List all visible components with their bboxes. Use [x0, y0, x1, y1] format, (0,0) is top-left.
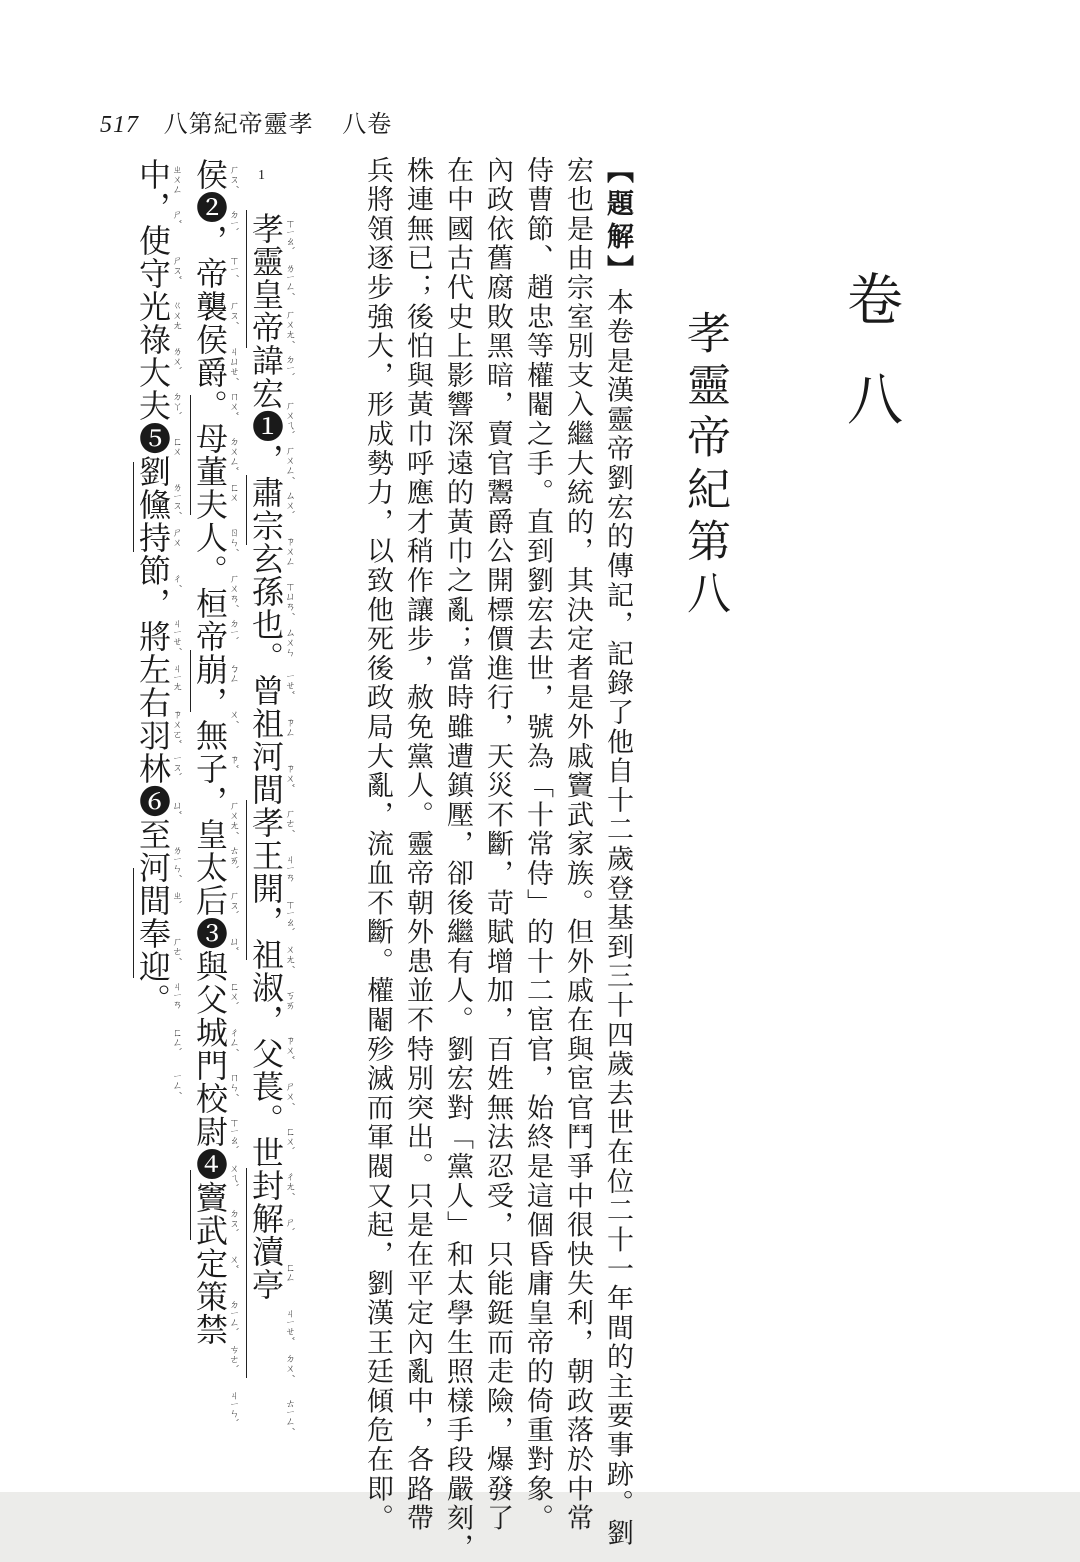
phonetic-annotation: ㄩˇ [170, 799, 181, 815]
phonetic-annotation: ㄉㄧˋ [227, 618, 238, 641]
phonetic-annotation: ㄏㄨㄤˊ [283, 308, 294, 344]
phonetic-annotation: ㄧㄝˇ [283, 672, 294, 695]
phonetic-annotation: ㄕㄡˇ [170, 254, 181, 280]
phonetic-annotation: ㄇㄣˊ [227, 1072, 238, 1097]
phonetic-annotation: ㄒㄧㄠˋ [227, 1117, 238, 1151]
phonetic-annotation: ㄈㄥˋ [170, 1026, 181, 1052]
phonetic-annotation: ㄎㄞ [283, 989, 294, 1010]
phonetic-annotation: ㄐㄧㄢ [170, 981, 181, 1010]
phonetic-annotation: ㄘㄜˋ [227, 1344, 238, 1370]
volume-title: 卷八 [838, 270, 903, 470]
phonetic-annotation: ㄕㄨˊ [283, 1080, 294, 1106]
phonetic-annotation: ㄏㄨㄥˊ [283, 445, 294, 480]
phonetic-annotation: ㄏㄨㄤˊ [227, 799, 238, 835]
phonetic-annotation: ㄉㄧㄥˋ [227, 1299, 238, 1332]
intro-line-5: 在中國古代史上影響深遠的黃巾之亂；當時雖遭鎮壓，卻後繼有人。劉宏對「黨人」和太學生照樣手段嚴刻， [442, 156, 473, 1562]
phonetic-annotation: ㄙㄨㄣ [283, 626, 294, 657]
phonetic-annotation: ㄨㄤˊ [283, 944, 294, 970]
phonetic-annotation: ㄒㄧㄠˋ [283, 899, 294, 932]
phonetic-annotation: ㄔˊ [170, 572, 181, 588]
intro-line-2: 宏也是由宗室別支入繼大統的，其決定者是外戚竇武家族。但外戚在與宦官鬥爭中很快失利，朝政落於中常 [562, 156, 593, 1534]
phonetic-annotation: ㄉㄧˋ [227, 209, 238, 233]
phonetic-annotation: ㄒㄧˊ [227, 254, 238, 278]
phonetic-annotation: ㄔㄤˊ [283, 1171, 294, 1197]
phonetic-annotation: ㄏㄡˊ [227, 164, 238, 189]
phonetic-annotation: ㄧㄥˊ [170, 1072, 181, 1095]
phonetic-annotation: ㄌㄧㄥˊ [283, 263, 294, 297]
phonetic-annotation: ㄏㄜˊ [170, 935, 181, 961]
page-number: 517 [100, 112, 139, 138]
running-head [100, 104, 392, 139]
phonetic-annotation: ㄗㄨㄛˇ [170, 708, 181, 744]
intro-line-6: 株連無已；後怕與黃巾呼應才稍作讓步，赦免黨人。靈帝朝外患並不特別突出。只是在平定內亂中，各路帶 [402, 156, 433, 1534]
phonetic-annotation: ㄌㄧㄣˊ [170, 845, 181, 878]
phonetic-annotation: ㄉㄧˋ [283, 354, 294, 378]
phonetic-annotation: ㄙㄨˋ [283, 490, 294, 516]
phonetic-annotation: ㄐㄧㄤ [170, 663, 181, 692]
phonetic-annotation: ㄅㄥ [227, 663, 238, 684]
phonetic-annotation: ㄐㄧㄢ [283, 853, 294, 882]
phonetic-annotation: ㄐㄧㄝˇ [283, 1307, 294, 1341]
phonetic-annotation: ㄌㄨˋ [170, 345, 181, 371]
phonetic-annotation: ㄇㄨˇ [227, 391, 238, 416]
phonetic-annotation: ㄏㄨㄢˊ [227, 572, 238, 608]
main-line-3: 中，使守光祿大夫❺劉儵持節，將左右羽林❻至河間奉迎。 [134, 158, 172, 1016]
phonetic-annotation: ㄨˇ [227, 1253, 238, 1269]
running-head-volume: 八卷 [342, 110, 393, 138]
running-head-chapter: 八第紀帝靈孝 [163, 110, 314, 138]
phonetic-annotation: ㄐㄩㄝˊ [227, 345, 238, 381]
intro-line-7: 兵將領逐步強大，形成勢力，以致他死後政局大亂，流血不斷。權閹殄滅而軍閥又起，劉漢王廷傾危在即。 [362, 156, 393, 1534]
phonetic-annotation: ㄓㄨㄥ [170, 164, 181, 194]
phonetic-annotation: ㄉㄨㄥˇ [227, 436, 238, 472]
phonetic-annotation: ㄒㄧㄠˋ [283, 218, 294, 251]
phonetic-annotation: ㄗˇ [227, 754, 238, 770]
phonetic-annotation: ㄒㄩㄢˊ [283, 581, 294, 617]
intro-line-3: 侍曹節、趙忠等權閹之手。直到劉宏去世，號為「十常侍」的十二宦官，始終是這個昏庸皇帝的倚重對象。 [522, 156, 553, 1534]
intro-line-4: 內政依舊腐敗黑暗，賣官鬻爵公開標價進行，天災不斷，苛賦增加，百姓無法忍受，只能鋌而走險，爆發了 [482, 156, 513, 1534]
chapter-title: 孝靈帝紀第八 [679, 310, 730, 622]
phonetic-annotation: ㄐㄧㄝˊ [170, 618, 181, 651]
phonetic-annotation: ㄉㄚˋ [170, 391, 181, 416]
phonetic-annotation: ㄈㄨˋ [227, 981, 238, 1007]
main-line-1: 孝靈皇帝諱宏❶，肅宗玄孫也。曾祖河間孝王開，祖淑，父萇。世封解瀆亭 [247, 212, 285, 1301]
phonetic-annotation: ㄏㄨㄟˋ [283, 399, 294, 435]
phonetic-annotation: ㄏㄜˊ [283, 808, 294, 834]
phonetic-annotation: ㄕˇ [170, 209, 181, 225]
phonetic-annotation: ㄕㄨ [170, 527, 181, 548]
phonetic-annotation: ㄗㄨㄥ [283, 535, 294, 566]
phonetic-annotation: ㄓˋ [170, 890, 181, 906]
phonetic-annotation: ㄉㄨˊ [283, 1353, 294, 1378]
phonetic-annotation: ㄈㄨ [227, 481, 238, 502]
phonetic-annotation: ㄈㄨ [170, 436, 181, 457]
intro-label: 【題解】 [602, 156, 633, 288]
phonetic-annotation: ㄩˇ [227, 935, 238, 951]
phonetic-annotation: ㄖㄣˊ [227, 527, 238, 553]
intro-line-1 [604, 156, 631, 1548]
main-line-2: 侯❷，帝襲侯爵。母董夫人。桓帝崩，無子，皇太后❸與父城門校尉❹竇武定策禁 [191, 158, 229, 1346]
phonetic-annotation: ㄔㄥˊ [227, 1026, 238, 1052]
phonetic-annotation: ㄍㄨㄤ [170, 300, 181, 331]
paragraph-number: 1 [258, 168, 265, 183]
intro-line-1-text: 本卷是漢靈帝劉宏的傳記，記錄了他自十二歲登基到三十四歲去世在位二十一年間的主要事跡。劉 [602, 288, 633, 1548]
phonetic-annotation: ㄗㄨˇ [283, 762, 294, 788]
phonetic-annotation: ㄗㄥ [283, 717, 294, 738]
phonetic-annotation: ㄈㄨˋ [283, 1126, 294, 1151]
phonetic-annotation: ㄈㄥ [283, 1262, 294, 1283]
phonetic-annotation: ㄧㄡˋ [170, 754, 181, 778]
phonetic-annotation: ㄗㄨˇ [283, 1035, 294, 1061]
phonetic-annotation: ㄉㄡˋ [227, 1208, 238, 1234]
phonetic-annotation: ㄏㄡˋ [227, 890, 238, 916]
phonetic-annotation: ㄨˊ [227, 708, 238, 724]
phonetic-annotation: ㄊㄧㄥˊ [283, 1398, 294, 1432]
phonetic-annotation: ㄨㄟˋ [227, 1162, 238, 1188]
phonetic-annotation: ㄕˋ [283, 1216, 294, 1232]
phonetic-annotation: ㄌㄧㄡˊ [170, 481, 181, 515]
phonetic-annotation: ㄐㄧㄣˋ [227, 1389, 238, 1423]
phonetic-annotation: ㄏㄡˊ [227, 300, 238, 326]
phonetic-annotation: ㄊㄞˋ [227, 845, 238, 870]
